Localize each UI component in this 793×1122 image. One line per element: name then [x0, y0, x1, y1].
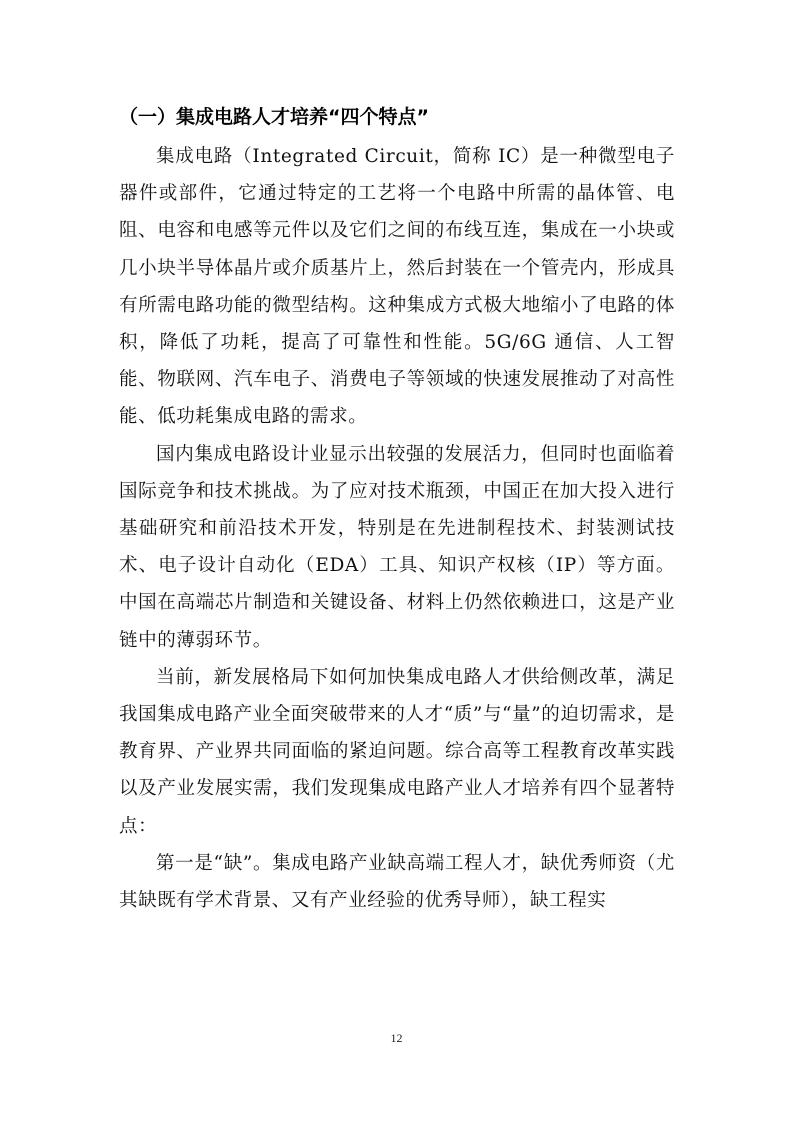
paragraph-talent-demand: 当前，新发展格局下如何加快集成电路人才供给侧改革，满足我国集成电路产业全面突破带来的人才“质”与“量”的迫切需求，是教育界、产业界共同面临的紧迫问题。综合高等工程教育改革实践以及产业发展实需，我们发现集成电路产业人才培养有四个显著特点：: [119, 666, 675, 837]
paragraph-first-feature: 第一是“缺”。集成电路产业缺高端工程人才，缺优秀师资（尤其缺既有学术背景、又有产业经验的优秀导师），缺工程实: [119, 852, 675, 912]
paragraph-domestic-industry: 国内集成电路设计业显示出较强的发展活力，但同时也面临着国际竞争和技术挑战。为了应对技术瓶颈，中国正在加大投入进行基础研究和前沿技术开发，特别是在先进制程技术、封装测试技术、电子设计自动化（EDA）工具、知识产权核（IP）等方面。中国在高端芯片制造和关键设备、材料上仍然依赖进口，这是产业链中的薄弱环节。: [119, 443, 675, 651]
page-content: [119, 102, 675, 919]
page-number: 12: [390, 1031, 403, 1045]
section-heading: （一）集成电路人才培养“四个特点”: [119, 106, 429, 128]
paragraph-intro: 集成电路（Integrated Circuit，简称 IC）是一种微型电子器件或部件，它通过特定的工艺将一个电路中所需的晶体管、电阻、电容和电感等元件以及它们之间的布线互连，集成在一小块或几小块半导体晶片或介质基片上，然后封装在一个管壳内，形成具有所需电路功能的微型结构。这种集成方式极大地缩小了电路的体积，降低了功耗，提高了可靠性和性能。5G/6G 通信、人工智能、物联网、汽车电子、消费电子等领域的快速发展推动了对高性能、低功耗集成电路的需求。: [119, 146, 675, 428]
